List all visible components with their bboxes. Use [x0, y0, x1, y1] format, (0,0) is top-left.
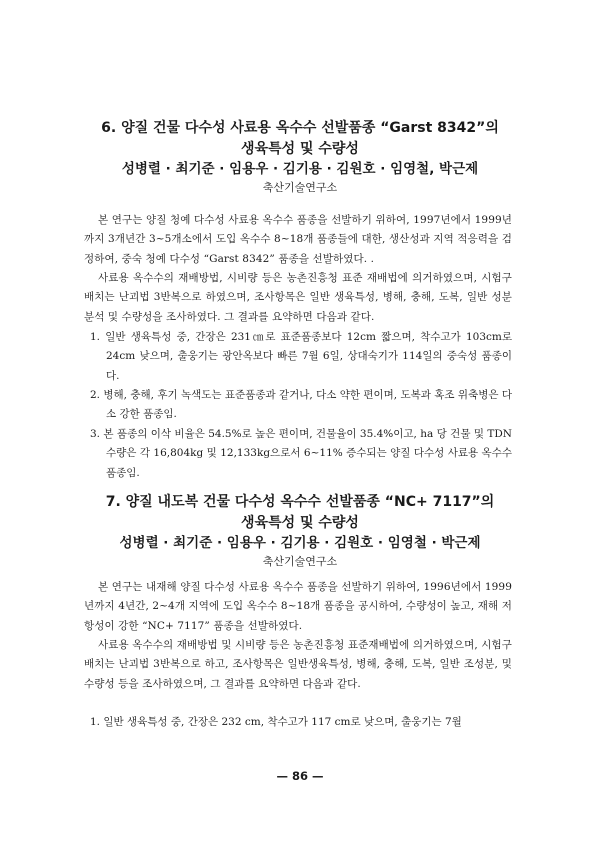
- section-6-authors: 성병렬 · 최기준 · 임용우 · 김기용 · 김원호 · 임영철, 박근제: [121, 161, 479, 177]
- section-7-paragraph-1: 본 연구는 내재해 양질 다수성 사료용 옥수수 품종을 선발하기 위하여, 1996년에서 1999년까지 4년간, 2~4개 지역에 도입 옥수수 8~18개 품종을 공시하여, 수량성이 높고, 재해 저항성이 강한 “NC+ 7117” 품종을 선발하였다.: [84, 581, 512, 632]
- section-7-authors: 성병렬 · 최기준 · 임용우 · 김기용 · 김원호 · 임영철 · 박근제: [119, 535, 481, 551]
- section-6-affiliation: 축산기술연구소: [262, 181, 338, 194]
- section-7-affiliation: 축산기술연구소: [262, 555, 338, 568]
- section-6-title-line1: 6. 양질 건물 다수성 사료용 옥수수 선발품종 “Garst 8342”의: [101, 120, 499, 136]
- section-6-item-2: 2. 병해, 충해, 후기 녹색도는 표준품종과 같거나, 다소 약한 편이며, 도복과 혹조 위축병은 다소 강한 품종임.: [90, 389, 512, 421]
- section-7-title-line1: 7. 양질 내도복 건물 다수성 옥수수 선발품종 “NC+ 7117”의: [105, 494, 495, 510]
- section-7-item-1: 1. 일반 생육특성 중, 간장은 232 cm, 착수고가 117 cm로 낮으며, 출웅기는 7월: [90, 716, 462, 728]
- section-6-item-3: 3. 본 품종의 이삭 비율은 54.5%로 높은 편이며, 건물율이 35.4%이고, ha 당 건물 및 TDN 수량은 각 16,804kg 및 12,133kg으로서 6~11% 증수되는 양질 다수성 사료용 옥수수 품종임.: [90, 428, 512, 479]
- section-7-paragraph-2: 사료용 옥수수의 재배방법 및 시비량 등은 농촌진흥청 표준재배법에 의거하였으며, 시험구 배치는 난괴법 3반복으로 하고, 조사항목은 일반생육특성, 병해, 충해, 도복, 일반 조성분, 및 수량성 등을 조사하였으며, 그 결과를 요약하면 다음과 같다.: [84, 639, 512, 690]
- section-6-paragraph-2: 사료용 옥수수의 재배방법, 시비량 등은 농촌진흥청 표준 재배법에 의거하였으며, 시험구 배치는 난괴법 3반복으로 하였으며, 조사항목은 일반 생육특성, 병해, 충해, 도복, 일반 성분분석 및 수량성을 조사하였다. 그 결과를 요약하면 다음과 같다.: [84, 272, 512, 323]
- section-6-item-1: 1. 일반 생육특성 중, 간장은 231㎝로 표준품종보다 12cm 짧으며, 착수고가 103cm로 24cm 낮으며, 출웅기는 광안옥보다 빠른 7월 6일, 상대숙기가 114일의 중숙성 품종이다.: [90, 331, 512, 382]
- section-6-title-line2: 생육특성 및 수량성: [241, 141, 359, 157]
- section-6-paragraph-1: 본 연구는 양질 청예 다수성 사료용 옥수수 품종을 선발하기 위하여, 1997년에서 1999년까지 3개년간 3~5개소에서 도입 옥수수 8~18개 품종들에 대한, 생산성과 지역 적응력을 검정하여, 중숙 청예 다수성 “Garst 8342” 품종을 선발하였다. .: [84, 214, 512, 265]
- page-number: — 86 —: [276, 769, 324, 783]
- section-7-title-line2: 생육특성 및 수량성: [241, 515, 359, 531]
